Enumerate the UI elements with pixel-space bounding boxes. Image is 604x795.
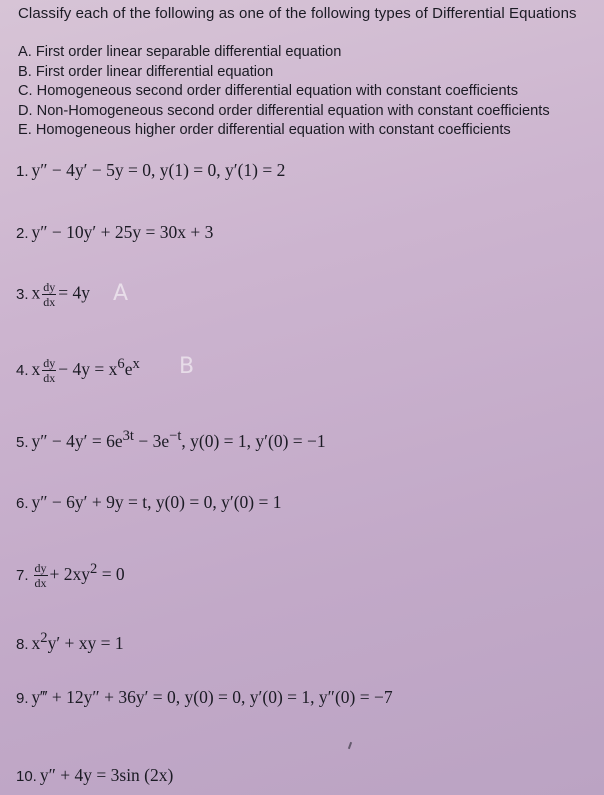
option-a: A. First order linear separable differential equation: [18, 44, 342, 60]
fraction-numerator: dy: [34, 561, 47, 576]
exponent: 2: [90, 561, 98, 577]
equation: y″ + 4y = 3sin (2x): [39, 765, 174, 785]
equation-prefix: x: [31, 282, 41, 303]
equation-part-c: , y(0) = 1, y′(0) = −1: [181, 430, 326, 451]
problem-number: 6.: [16, 495, 29, 512]
equation-part-a: y″ − 4y′ = 6e: [31, 430, 123, 451]
handwritten-answer-3: A: [113, 281, 129, 306]
problem-6: [16, 492, 281, 513]
equation-suffix: = 4y: [58, 282, 91, 303]
fraction-denominator: dx: [43, 295, 56, 309]
equation: y″ − 6y′ + 9y = t, y(0) = 0, y′(0) = 1: [31, 492, 282, 512]
problem-number: 4.: [16, 361, 29, 379]
problem-10: [16, 765, 173, 786]
equation-part-a: + 2xy: [49, 563, 91, 584]
equation-part-b: e: [124, 358, 133, 379]
derivative-fraction: [34, 562, 48, 589]
exponent: −t: [169, 428, 182, 444]
equation-prefix: x: [31, 358, 41, 379]
problem-number: 8.: [16, 635, 29, 653]
problem-number: 10.: [16, 768, 37, 785]
problem-8: [16, 630, 124, 654]
fraction-numerator: dy: [43, 356, 56, 371]
equation: y‴ + 12y″ + 36y′ = 0, y(0) = 0, y′(0) = 1, y″(0) = −7: [31, 687, 393, 707]
derivative-fraction: [42, 281, 56, 308]
fraction-denominator: dx: [34, 576, 47, 591]
problem-2: [16, 222, 213, 243]
exponent: 2: [40, 630, 48, 646]
equation-part-a: x: [31, 632, 41, 653]
problem-number: 2.: [16, 225, 29, 242]
option-b: B. First order linear differential equation: [18, 63, 274, 80]
problem-4: [16, 356, 140, 384]
problem-number: 3.: [16, 285, 29, 303]
problem-number: 5.: [16, 433, 29, 451]
exponent: x: [132, 356, 140, 372]
equation-part-b: − 3e: [133, 430, 170, 451]
equation: y″ − 10y′ + 25y = 30x + 3: [31, 222, 214, 242]
fraction-numerator: dy: [43, 280, 56, 294]
pen-mark: [348, 742, 352, 749]
equation-part-a: − 4y = x: [58, 358, 118, 379]
equation: y″ − 4y′ − 5y = 0, y(1) = 0, y′(1) = 2: [31, 160, 286, 180]
derivative-fraction: [42, 357, 56, 384]
problem-number: 7.: [16, 566, 29, 584]
problem-7: [16, 561, 125, 589]
problem-9: [16, 687, 393, 708]
instruction-text: Classify each of the following as one of the following types of Differential Equations: [18, 5, 577, 22]
problem-number: 9.: [16, 690, 29, 707]
handwritten-answer-4: B: [179, 354, 195, 379]
exponent: 6: [117, 356, 125, 372]
option-e: E. Homogeneous higher order differential equation with constant coefficients: [18, 122, 511, 138]
option-c: C. Homogeneous second order differential equation with constant coefficients: [18, 83, 519, 99]
answer-options-list: [18, 43, 550, 141]
problem-1: [16, 160, 285, 181]
problem-5: [16, 428, 326, 452]
exponent: 3t: [122, 428, 134, 444]
problem-3: [16, 281, 90, 308]
option-d: D. Non-Homogeneous second order differential equation with constant coefficients: [18, 102, 550, 119]
equation-part-b: y′ + xy = 1: [47, 632, 124, 653]
fraction-denominator: dx: [43, 371, 56, 386]
equation-part-b: = 0: [97, 563, 125, 584]
problem-number: 1.: [16, 163, 29, 180]
